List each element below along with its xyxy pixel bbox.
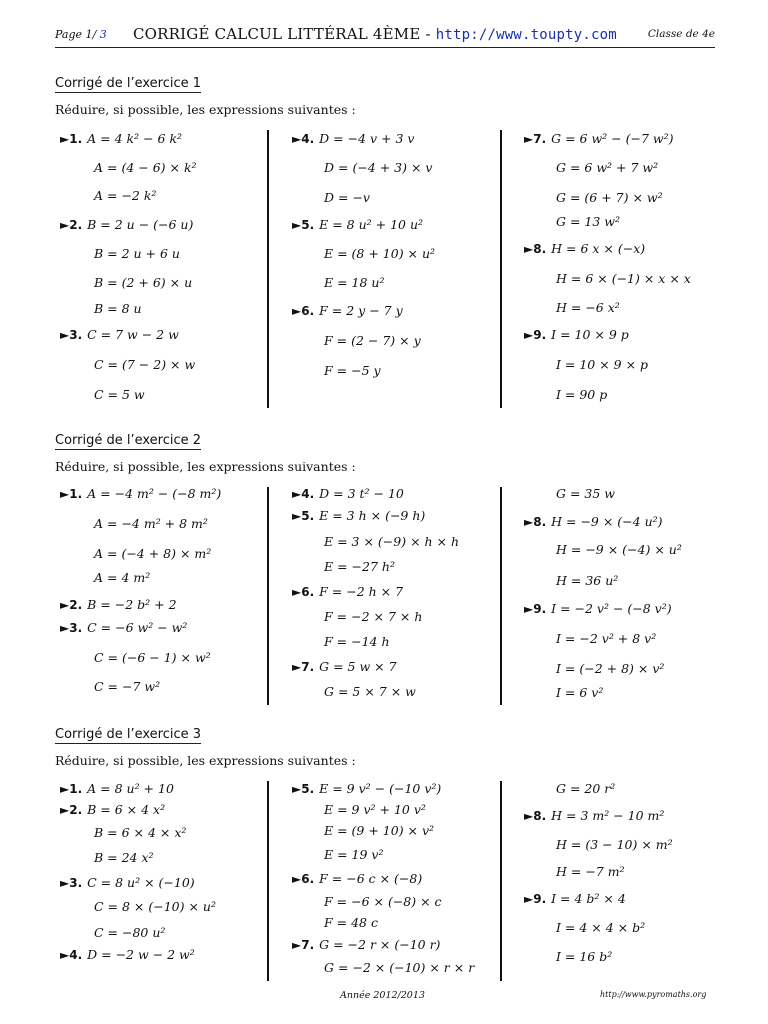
math-expression: B = 24 x² bbox=[94, 850, 154, 865]
exercise-item bbox=[60, 597, 177, 612]
exercise-item bbox=[524, 327, 629, 342]
item-number-label: ►2. bbox=[60, 598, 83, 612]
math-expression: E = −27 h² bbox=[324, 559, 395, 574]
solution-step bbox=[94, 246, 180, 261]
solution-step bbox=[556, 573, 618, 588]
math-expression: A = 8 u² + 10 bbox=[87, 781, 174, 796]
solution-step bbox=[556, 837, 673, 852]
exercise-item bbox=[60, 131, 182, 146]
solution-step bbox=[324, 915, 378, 930]
solution-step bbox=[94, 188, 156, 203]
solution-step bbox=[324, 333, 421, 348]
exercise-item bbox=[60, 875, 195, 890]
math-expression: C = (7 − 2) × w bbox=[94, 357, 196, 372]
solution-step bbox=[556, 781, 615, 796]
exercise-item bbox=[292, 217, 423, 232]
exercise-item bbox=[524, 514, 663, 529]
exercise-item bbox=[60, 217, 193, 232]
math-expression: E = 8 u² + 10 u² bbox=[319, 217, 424, 232]
solution-step bbox=[556, 486, 615, 501]
math-expression: G = 5 × 7 × w bbox=[324, 684, 416, 699]
math-expression: I = 10 × 9 p bbox=[551, 327, 629, 342]
exercise-item bbox=[60, 620, 187, 635]
math-expression: B = 2 u − (−6 u) bbox=[87, 217, 194, 232]
solution-step bbox=[94, 650, 211, 665]
solution-step bbox=[94, 899, 216, 914]
solution-step bbox=[324, 802, 426, 817]
solution-step bbox=[94, 357, 195, 372]
item-number-label: ►3. bbox=[60, 328, 83, 342]
solution-step bbox=[324, 960, 474, 975]
column-divider bbox=[267, 487, 269, 705]
math-expression: E = 3 h × (−9 h) bbox=[319, 508, 426, 523]
math-expression: A = −4 m² − (−8 m²) bbox=[87, 486, 222, 501]
item-number-label: ►9. bbox=[524, 892, 547, 906]
math-expression: C = −6 w² − w² bbox=[87, 620, 188, 635]
item-number-label: ►5. bbox=[292, 218, 315, 232]
math-expression: H = −9 × (−4) × u² bbox=[556, 542, 682, 557]
math-expression: F = −2 × 7 × h bbox=[324, 609, 423, 624]
item-number-label: ►8. bbox=[524, 242, 547, 256]
item-number-label: ►1. bbox=[60, 487, 83, 501]
solution-step bbox=[324, 559, 395, 574]
math-expression: C = (−6 − 1) × w² bbox=[94, 650, 211, 665]
solution-step bbox=[94, 387, 145, 402]
math-expression: B = 8 u bbox=[94, 301, 142, 316]
solution-step bbox=[94, 679, 160, 694]
solution-step bbox=[324, 190, 370, 205]
math-expression: G = 6 w² − (−7 w²) bbox=[551, 131, 674, 146]
math-expression: F = −14 h bbox=[324, 634, 390, 649]
math-expression: E = 18 u² bbox=[324, 275, 385, 290]
exercise-1-instructions: Réduire, si possible, les expressions suivantes : bbox=[55, 102, 356, 117]
math-expression: I = 4 b² × 4 bbox=[551, 891, 626, 906]
solution-step bbox=[556, 661, 664, 676]
solution-step bbox=[556, 864, 625, 879]
math-expression: C = 7 w − 2 w bbox=[87, 327, 179, 342]
math-expression: C = −7 w² bbox=[94, 679, 161, 694]
item-number-label: ►4. bbox=[292, 487, 315, 501]
item-number-label: ►3. bbox=[60, 876, 83, 890]
exercise-item bbox=[292, 937, 440, 952]
math-expression: C = 8 u² × (−10) bbox=[87, 875, 195, 890]
pyromaths-link[interactable]: http://www.pyromaths.org bbox=[600, 990, 707, 999]
math-expression: H = −6 x² bbox=[556, 300, 620, 315]
exercise-item bbox=[292, 781, 441, 796]
item-number-label: ►6. bbox=[292, 304, 315, 318]
item-number-label: ►4. bbox=[60, 948, 83, 962]
math-expression: I = 16 b² bbox=[556, 949, 613, 964]
solution-step bbox=[556, 190, 663, 205]
toupty-link[interactable]: http://www.toupty.com bbox=[435, 27, 617, 43]
math-expression: D = (−4 + 3) × v bbox=[324, 160, 433, 175]
math-expression: G = 5 w × 7 bbox=[319, 659, 397, 674]
item-number-label: ►7. bbox=[292, 938, 315, 952]
solution-step bbox=[556, 300, 620, 315]
math-expression: F = 2 y − 7 y bbox=[319, 303, 403, 318]
exercise-item bbox=[60, 327, 179, 342]
math-expression: H = 6 × (−1) × x × x bbox=[556, 271, 691, 286]
math-expression: D = −v bbox=[324, 190, 370, 205]
math-expression: E = 3 × (−9) × h × h bbox=[324, 534, 460, 549]
math-expression: A = −2 k² bbox=[94, 188, 157, 203]
solution-step bbox=[94, 160, 197, 175]
item-number-label: ►8. bbox=[524, 515, 547, 529]
math-expression: H = (3 − 10) × m² bbox=[556, 837, 673, 852]
math-expression: H = −9 × (−4 u²) bbox=[551, 514, 663, 529]
exercise-item bbox=[292, 584, 403, 599]
solution-step bbox=[94, 275, 192, 290]
column-divider bbox=[500, 781, 502, 981]
exercise-item bbox=[292, 659, 397, 674]
exercise-item bbox=[524, 131, 673, 146]
solution-step bbox=[324, 246, 435, 261]
solution-step bbox=[556, 214, 620, 229]
math-expression: C = 5 w bbox=[94, 387, 145, 402]
math-expression: D = −2 w − 2 w² bbox=[87, 947, 195, 962]
exercise-item bbox=[524, 241, 645, 256]
math-expression: I = −2 v² − (−8 v²) bbox=[551, 601, 672, 616]
math-expression: I = −2 v² + 8 v² bbox=[556, 631, 657, 646]
column-divider bbox=[267, 130, 269, 408]
exercise-item bbox=[60, 947, 195, 962]
math-expression: A = (4 − 6) × k² bbox=[94, 160, 197, 175]
item-number-label: ►2. bbox=[60, 803, 83, 817]
header-divider bbox=[55, 47, 715, 48]
math-expression: G = −2 r × (−10 r) bbox=[319, 937, 441, 952]
exercise-item bbox=[292, 486, 404, 501]
solution-step bbox=[94, 825, 186, 840]
solution-step bbox=[324, 847, 384, 862]
solution-step bbox=[556, 685, 603, 700]
math-expression: D = −4 v + 3 v bbox=[319, 131, 415, 146]
item-number-label: ►1. bbox=[60, 132, 83, 146]
math-expression: B = 2 u + 6 u bbox=[94, 246, 180, 261]
solution-step bbox=[556, 542, 682, 557]
exercise-item bbox=[60, 486, 221, 501]
school-year: Année 2012/2013 bbox=[340, 990, 425, 1001]
item-number-label: ►2. bbox=[60, 218, 83, 232]
math-expression: F = −5 y bbox=[324, 363, 381, 378]
item-number-label: ►7. bbox=[524, 132, 547, 146]
math-expression: B = (2 + 6) × u bbox=[94, 275, 193, 290]
math-expression: A = 4 k² − 6 k² bbox=[87, 131, 183, 146]
solution-step bbox=[556, 160, 658, 175]
solution-step bbox=[556, 949, 612, 964]
item-number-label: ►9. bbox=[524, 602, 547, 616]
solution-step bbox=[324, 363, 381, 378]
solution-step bbox=[324, 684, 416, 699]
solution-step bbox=[556, 631, 656, 646]
math-expression: H = −7 m² bbox=[556, 864, 625, 879]
exercise-2-title: Corrigé de l’exercice 2 bbox=[55, 433, 202, 448]
solution-step bbox=[94, 516, 208, 531]
exercise-3-instructions: Réduire, si possible, les expressions suivantes : bbox=[55, 753, 356, 768]
exercise-item bbox=[524, 808, 664, 823]
solution-step bbox=[94, 546, 211, 561]
solution-step bbox=[324, 894, 442, 909]
math-expression: G = 35 w bbox=[556, 486, 615, 501]
exercise-item bbox=[60, 802, 165, 817]
solution-step bbox=[94, 925, 165, 940]
math-expression: I = 6 v² bbox=[556, 685, 604, 700]
column-divider bbox=[500, 130, 502, 408]
math-expression: F = −2 h × 7 bbox=[319, 584, 404, 599]
math-expression: C = −80 u² bbox=[94, 925, 166, 940]
math-expression: I = 4 × 4 × b² bbox=[556, 920, 646, 935]
math-expression: G = 6 w² + 7 w² bbox=[556, 160, 659, 175]
item-number-label: ►6. bbox=[292, 872, 315, 886]
solution-step bbox=[94, 570, 150, 585]
solution-step bbox=[324, 634, 390, 649]
math-expression: G = −2 × (−10) × r × r bbox=[324, 960, 475, 975]
math-expression: E = (8 + 10) × u² bbox=[324, 246, 436, 261]
exercise-item bbox=[292, 131, 414, 146]
math-expression: B = 6 × 4 × x² bbox=[94, 825, 187, 840]
exercise-2-instructions: Réduire, si possible, les expressions suivantes : bbox=[55, 459, 356, 474]
exercise-3-title: Corrigé de l’exercice 3 bbox=[55, 727, 202, 742]
item-number-label: ►5. bbox=[292, 509, 315, 523]
math-expression: A = 4 m² bbox=[94, 570, 151, 585]
item-number-label: ►9. bbox=[524, 328, 547, 342]
math-expression: F = 48 c bbox=[324, 915, 378, 930]
solution-step bbox=[94, 850, 154, 865]
solution-step bbox=[556, 387, 607, 402]
exercise-item bbox=[292, 871, 422, 886]
math-expression: E = 9 v² − (−10 v²) bbox=[319, 781, 442, 796]
exercise-1-title: Corrigé de l’exercice 1 bbox=[55, 76, 202, 91]
math-expression: B = 6 × 4 x² bbox=[87, 802, 166, 817]
math-expression: G = 20 r² bbox=[556, 781, 616, 796]
solution-step bbox=[94, 301, 142, 316]
solution-step bbox=[556, 920, 645, 935]
item-number-label: ►4. bbox=[292, 132, 315, 146]
exercise-item bbox=[292, 508, 425, 523]
math-expression: A = (−4 + 8) × m² bbox=[94, 546, 212, 561]
item-number-label: ►7. bbox=[292, 660, 315, 674]
math-expression: F = −6 c × (−8) bbox=[319, 871, 423, 886]
math-expression: C = 8 × (−10) × u² bbox=[94, 899, 216, 914]
math-expression: D = 3 t² − 10 bbox=[319, 486, 404, 501]
document-title: CORRIGÉ CALCUL LITTÉRAL 4ÈME - http://www.toupty.com bbox=[133, 25, 617, 43]
math-expression: E = (9 + 10) × v² bbox=[324, 823, 435, 838]
math-expression: I = 90 p bbox=[556, 387, 608, 402]
math-expression: E = 9 v² + 10 v² bbox=[324, 802, 426, 817]
class-label: Classe de 4e bbox=[647, 28, 715, 40]
solution-step bbox=[324, 160, 432, 175]
math-expression: H = 6 x × (−x) bbox=[551, 241, 646, 256]
math-expression: B = −2 b² + 2 bbox=[87, 597, 177, 612]
item-number-label: ►1. bbox=[60, 782, 83, 796]
column-divider bbox=[267, 781, 269, 981]
exercise-item bbox=[292, 303, 403, 318]
exercise-item bbox=[60, 781, 174, 796]
math-expression: G = (6 + 7) × w² bbox=[556, 190, 663, 205]
exercise-item bbox=[524, 891, 626, 906]
solution-step bbox=[556, 271, 691, 286]
item-number-label: ►3. bbox=[60, 621, 83, 635]
exercise-item bbox=[524, 601, 672, 616]
item-number-label: ►6. bbox=[292, 585, 315, 599]
solution-step bbox=[324, 823, 434, 838]
column-divider bbox=[500, 487, 502, 705]
page-header bbox=[55, 24, 715, 46]
math-expression: H = 3 m² − 10 m² bbox=[551, 808, 665, 823]
item-number-label: ►8. bbox=[524, 809, 547, 823]
math-expression: F = −6 × (−8) × c bbox=[324, 894, 442, 909]
math-expression: I = 10 × 9 × p bbox=[556, 357, 649, 372]
math-expression: I = (−2 + 8) × v² bbox=[556, 661, 665, 676]
page-number: Page 1/ 3 bbox=[55, 28, 107, 41]
math-expression: A = −4 m² + 8 m² bbox=[94, 516, 208, 531]
solution-step bbox=[324, 275, 385, 290]
solution-step bbox=[324, 534, 459, 549]
math-expression: E = 19 v² bbox=[324, 847, 384, 862]
solution-step bbox=[556, 357, 648, 372]
item-number-label: ►5. bbox=[292, 782, 315, 796]
math-expression: F = (2 − 7) × y bbox=[324, 333, 421, 348]
solution-step bbox=[324, 609, 422, 624]
math-expression: H = 36 u² bbox=[556, 573, 619, 588]
math-expression: G = 13 w² bbox=[556, 214, 620, 229]
